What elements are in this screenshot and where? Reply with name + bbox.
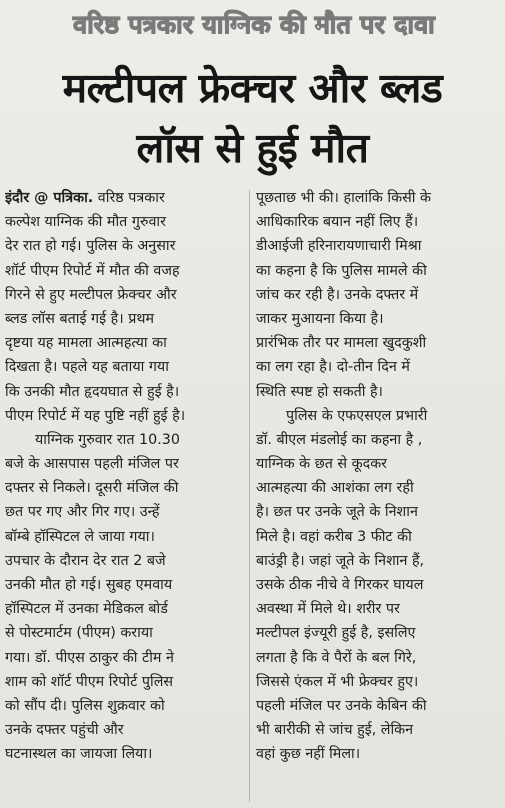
column-line: उसके ठीक नीचे वे गिरकर घायल (256, 577, 424, 593)
column-line: जाकर मुआयना किया है। (256, 310, 384, 327)
column-line: इंदौर @ पत्रिका. वरिष्ठ पत्रकार (5, 190, 165, 206)
column-line: स्थिति स्पष्ट हो सकती है। (256, 383, 383, 400)
column-line: दिखता है। पहले यह बताया गया (5, 359, 169, 376)
column-line: उनकी मौत हो गई। सुबह एमवाय (5, 577, 173, 593)
column-line: का लग रहा है। दो-तीन दिन में (256, 359, 410, 376)
column-line: है। छत पर उनके जूते के निशान (256, 504, 418, 521)
column-line: बजे के आसपास पहली मंजिल पर (5, 456, 179, 473)
main-headline-line-2: लॉस से हुई मौत (136, 124, 369, 172)
column-divider (249, 190, 250, 802)
column-line: पुलिस के एफएसएल प्रभारी (286, 407, 428, 424)
column-line: जिससे एंकल में भी फ्रेक्चर हुए। (256, 673, 419, 690)
column-line: जांच कर रही है। उनके दफ्तर में (256, 286, 419, 303)
column-line: डॉ. बीएल मंडलोई का कहना है , (256, 431, 423, 448)
column-line: शाम को शॉर्ट पीएम रिपोर्ट पुलिस (5, 673, 174, 690)
column-line: आधिकारिक बयान नहीं लिए हैं। (256, 214, 419, 231)
column-line: आत्महत्या की आशंका लग रही (256, 480, 414, 497)
column-line: घटनास्थल का जायजा लिया। (5, 746, 153, 763)
column-line: पूछताछ भी की। हालांकि किसी के (256, 190, 431, 206)
column-line: उपचार के दौरान देर रात 2 बजे (5, 552, 166, 569)
column-line: पहली मंजिल पर उनके केबिन की (256, 697, 427, 714)
article-column-left (5, 186, 245, 767)
column-line: गया। डॉ. पीएस ठाकुर की टीम ने (5, 649, 174, 666)
column-line: देर रात हो गई। पुलिस के अनुसार (5, 238, 176, 255)
column-line: याग्निक के छत से कूदकर (256, 456, 388, 473)
column-line: प्रारंभिक तौर पर मामला खुदकुशी (256, 335, 427, 352)
main-headline-line-1: मल्टीपल फ्रेक्चर और ब्लड (62, 64, 443, 112)
column-line: ब्लड लॉस बताई गई है। प्रथम (5, 310, 155, 327)
column-line: मिले है। वहां करीब 3 फीट की (256, 528, 412, 545)
column-line: उनके दफ्तर पहुंची और (5, 722, 124, 739)
column-line: गिरने से हुए मल्टीपल फ्रेक्चर और (5, 286, 177, 303)
kicker-headline: वरिष्ठ पत्रकार याग्निक की मौत पर दावा (73, 10, 435, 39)
column-line: को सौंप दी। पुलिस शुक्रवार को (5, 697, 165, 714)
column-line: छत पर गए और गिर गए। उन्हें (5, 504, 160, 521)
column-line: याग्निक गुरुवार रात 10.30 (35, 431, 180, 448)
column-line: हॉस्पिटल में उनका मेडिकल बोर्ड (5, 601, 168, 618)
dateline: इंदौर @ पत्रिका. (5, 190, 94, 206)
column-line: मल्टीपल इंज्यूरी हुई है, इसलिए (256, 625, 416, 642)
column-line: शॉर्ट पीएम रिपोर्ट में मौत की वजह (5, 262, 180, 279)
column-line: अवस्था में मिले थे। शरीर पर (256, 601, 400, 618)
column-line: दृष्टया यह मामला आत्महत्या का (5, 335, 167, 352)
column-line: पीएम रिपोर्ट में यह पुष्टि नहीं हुई है। (5, 407, 186, 424)
column-line: बाउंड्री है। जहां जूते के निशान हैं, (256, 552, 425, 569)
column-line: से पोस्टमार्टम (पीएम) कराया (5, 625, 153, 642)
column-line: कि उनकी मौत हृदयघात से हुई है। (5, 383, 180, 400)
column-line: कल्पेश याग्निक की मौत गुरुवार (5, 214, 166, 231)
column-line: भी बारीकी से जांच हुई, लेकिन (256, 722, 414, 739)
column-line: दफ्तर से निकले। दूसरी मंजिल की (5, 480, 179, 497)
column-line: का कहना है कि पुलिस मामले की (256, 262, 427, 279)
column-line: वहां कुछ नहीं मिला। (256, 746, 361, 763)
article-column-right (256, 186, 496, 767)
column-line: लगता है कि वे पैरों के बल गिरे, (256, 649, 417, 666)
column-line: डीआईजी हरिनारायणाचारी मिश्रा (256, 238, 422, 255)
column-line: बॉम्बे हॉस्पिटल ले जाया गया। (5, 528, 155, 545)
